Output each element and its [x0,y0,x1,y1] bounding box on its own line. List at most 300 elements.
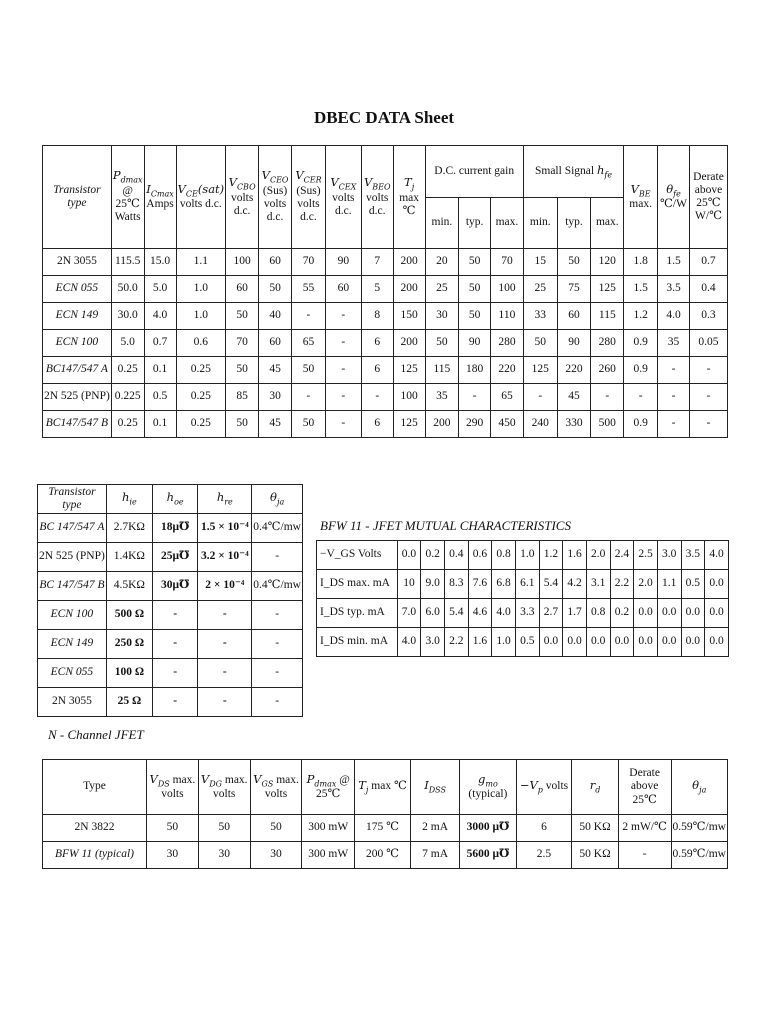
table-cell: 90 [459,330,491,357]
table-cell: 2.0 [634,570,658,599]
table-cell: 2.2 [610,570,634,599]
table-cell: 65 [491,384,524,411]
table-cell: 280 [591,330,624,357]
table-row [317,599,729,628]
table-cell: - [198,688,252,717]
transistor-name-cell: ECN 055 [38,659,107,688]
table-cell: 0.0 [634,599,658,628]
table-cell: - [658,384,690,411]
h-parameter-table [37,484,303,717]
table-cell: 0.5 [515,628,539,657]
table-cell: 3.2 × 10⁻⁴ [198,543,252,572]
table-cell: 0.25 [176,411,226,438]
header-hie: $h_{ie}$ [106,485,152,514]
header-hoe: $h_{oe}$ [152,485,197,514]
table-cell: 50 [226,411,259,438]
table-cell: 200 ℃ [355,842,411,869]
table-cell: 45 [557,384,591,411]
table-cell: 200 [393,330,425,357]
table-cell: 50 KΩ [572,815,618,842]
transistor-name-cell: ECN 149 [43,303,112,330]
table-row [43,330,728,357]
table-cell: 115 [591,303,624,330]
table-cell: 200 [393,249,425,276]
table-cell: 50 [250,815,302,842]
header-jfet-theta: $\theta_{ja}$ [671,760,728,815]
table-cell: 30 [425,303,459,330]
table-cell: 1.2 [539,541,563,570]
table-cell: 0.25 [176,357,226,384]
table-cell: 0.0 [681,628,705,657]
table-cell: 4.0 [705,541,729,570]
table-cell: 40 [259,303,292,330]
jfet-name-cell: BFW 11 (typical) [43,842,147,869]
header-dc-min: min. [425,198,459,249]
table-cell: 30μ℧ [152,572,197,601]
table-cell: - [523,384,557,411]
table-cell: - [152,601,197,630]
table-row [38,601,303,630]
table-cell: - [689,384,727,411]
table-row [38,659,303,688]
table-cell: 50 [226,357,259,384]
table-cell: 6 [361,330,393,357]
table-cell: 7.6 [468,570,492,599]
table-cell: 0.25 [111,411,144,438]
table-cell: 0.1 [144,411,176,438]
table-cell: - [198,630,252,659]
table-cell: - [689,411,727,438]
table-cell: 50 [292,357,326,384]
table-cell: 6 [516,815,572,842]
header-ss-max: max. [591,198,624,249]
n-channel-jfet-caption: N - Channel JFET [48,727,144,742]
table-cell: 6.0 [421,599,445,628]
table-cell: - [152,630,197,659]
table-row [43,357,728,384]
table-cell: 50 [147,815,199,842]
n-channel-jfet-body [43,815,728,869]
header-jfet-derate: Derate above 25℃ [618,760,671,815]
table-row [317,570,729,599]
header-hre: $h_{re}$ [198,485,252,514]
table-cell: - [325,303,361,330]
table-cell: 115 [425,357,459,384]
header-vbe: $V_{BE}$ max. [624,146,658,249]
table-cell: 0.4℃/mw [252,572,303,601]
table-cell: 50 [259,276,292,303]
transistor-name-cell: BC 147/547 B [38,572,107,601]
table-row [43,384,728,411]
table-cell: 90 [557,330,591,357]
table-cell: 100 Ω [106,659,152,688]
table-cell: 50 [425,330,459,357]
table-cell: 3000 μ℧ [460,815,517,842]
table-row [43,815,728,842]
table-cell: 33 [523,303,557,330]
header-derate: Derate above 25℃ W/℃ [689,146,727,249]
table-row [38,543,303,572]
header-idss: $I_{DSS}$ [411,760,460,815]
table-cell: 125 [393,411,425,438]
table-cell: - [252,659,303,688]
table-cell: 4.0 [397,628,421,657]
table-cell: 220 [557,357,591,384]
table-row [38,688,303,717]
table-cell: 100 [226,249,259,276]
table-cell: 5.0 [111,330,144,357]
header-vcer: $V_{CER}$ (Sus) volts d.c. [292,146,326,249]
table-cell: 0.7 [144,330,176,357]
table-cell: 50 KΩ [572,842,618,869]
transistor-name-cell: 2N 525 (PNP) [43,384,112,411]
table-row [43,842,728,869]
table-row [43,411,728,438]
table-cell: 25μ℧ [152,543,197,572]
table-row [317,628,729,657]
table-row [43,249,728,276]
table-cell: 0.6 [176,330,226,357]
table-cell: 25 [425,276,459,303]
header-icmax: $I_{Cmax}$ Amps [144,146,176,249]
table-cell: 100 [491,276,524,303]
table-cell: 175 ℃ [355,815,411,842]
table-cell: 8 [361,303,393,330]
table-cell: 1.4KΩ [106,543,152,572]
table-cell: - [252,543,303,572]
table-cell: 7 mA [411,842,460,869]
table-row [38,630,303,659]
table-cell: 30 [250,842,302,869]
table-cell: 240 [523,411,557,438]
table-cell: 7.0 [397,599,421,628]
header-vp: $-V_p$ volts [516,760,572,815]
table-cell: 45 [259,411,292,438]
header-h-transistor-type: Transistor type [38,485,107,514]
table-cell: 0.9 [624,411,658,438]
table-cell: 70 [226,330,259,357]
table-cell: 1.7 [563,599,587,628]
table-cell: - [658,411,690,438]
table-cell: 125 [591,276,624,303]
table-cell: 35 [425,384,459,411]
table-cell: 300 mW [302,842,355,869]
transistor-data-body [43,249,728,438]
table-cell: 0.9 [624,357,658,384]
table-cell: 60 [325,276,361,303]
transistor-name-cell: 2N 3055 [43,249,112,276]
table-cell: 7 [361,249,393,276]
h-parameter-body [38,514,303,717]
header-vds: $V_{DS}$ max. volts [147,760,199,815]
transistor-name-cell: ECN 149 [38,630,107,659]
jfet-mutual-caption: BFW 11 - JFET MUTUAL CHARACTERISTICS [320,518,571,533]
table-cell: 280 [491,330,524,357]
table-row [317,541,729,570]
table-cell: 0.4 [689,276,727,303]
table-cell: 100 [393,384,425,411]
table-cell: 4.0 [658,303,690,330]
table-cell: 260 [591,357,624,384]
table-row [43,276,728,303]
table-cell: 1.0 [176,276,226,303]
transistor-data-table [42,145,728,438]
table-cell: 500 Ω [106,601,152,630]
header-tj: $T_j$ max ℃ [393,146,425,249]
table-cell: 200 [393,276,425,303]
header-pdmax: $P_{dmax}$ @ 25℃ Watts [111,146,144,249]
table-row [43,303,728,330]
table-cell: 3.3 [515,599,539,628]
table-cell: 60 [557,303,591,330]
table-cell: 70 [491,249,524,276]
transistor-name-cell: BC147/547 B [43,411,112,438]
table-cell: 4.6 [468,599,492,628]
table-cell: 50 [557,249,591,276]
table-cell: 1.2 [624,303,658,330]
header-theta-ja: $\theta_{ja}$ [252,485,303,514]
row-label-cell: I_DS max. mA [317,570,398,599]
table-cell: 5600 μ℧ [460,842,517,869]
table-cell: 2 × 10⁻⁴ [198,572,252,601]
table-cell: 125 [523,357,557,384]
table-cell: - [618,842,671,869]
table-cell: - [658,357,690,384]
header-ss-typ: typ. [557,198,591,249]
table-cell: 50 [459,249,491,276]
table-cell: 0.8 [492,541,516,570]
table-cell: 0.5 [681,570,705,599]
table-cell: 290 [459,411,491,438]
table-cell: 120 [591,249,624,276]
header-vdg: $V_{DG}$ max. volts [198,760,250,815]
header-dc-max: max. [491,198,524,249]
table-cell: 5 [361,276,393,303]
table-cell: 70 [292,249,326,276]
transistor-name-cell: 2N 3055 [38,688,107,717]
header-vcbo: $V_{CBO}$ volts d.c. [226,146,259,249]
table-cell: 4.2 [563,570,587,599]
table-cell: 5.0 [144,276,176,303]
table-cell: 50.0 [111,276,144,303]
table-cell: 6 [361,357,393,384]
table-cell: 8.3 [444,570,468,599]
table-cell: 0.0 [610,628,634,657]
transistor-name-cell: BC147/547 A [43,357,112,384]
table-cell: 1.5 × 10⁻⁴ [198,514,252,543]
header-jfet-type: Type [43,760,147,815]
header-ss-min: min. [523,198,557,249]
table-cell: 50 [523,330,557,357]
jfet-mutual-body [317,541,729,657]
table-cell: 30 [259,384,292,411]
table-cell: 1.6 [563,541,587,570]
table-cell: 200 [425,411,459,438]
transistor-name-cell: ECN 100 [38,601,107,630]
table-cell: 0.25 [176,384,226,411]
table-cell: 4.0 [492,599,516,628]
table-cell: 1.1 [176,249,226,276]
table-cell: 3.5 [658,276,690,303]
table-cell: 2 mA [411,815,460,842]
table-cell: 180 [459,357,491,384]
table-cell: 0.2 [421,541,445,570]
row-label-cell: I_DS min. mA [317,628,398,657]
table-cell: - [152,659,197,688]
table-cell: 0.25 [111,357,144,384]
table-row [38,514,303,543]
transistor-name-cell: ECN 055 [43,276,112,303]
table-cell: 4.0 [144,303,176,330]
table-cell: 20 [425,249,459,276]
table-cell: 0.225 [111,384,144,411]
table-cell: 2.0 [586,541,610,570]
header-transistor-type: Transistor type [43,146,112,249]
transistor-name-cell: BC 147/547 A [38,514,107,543]
table-cell: 55 [292,276,326,303]
table-cell: 1.6 [468,628,492,657]
header-jfet-pdmax: $P_{dmax}$ @ 25℃ [302,760,355,815]
table-cell: 65 [292,330,326,357]
table-cell: 35 [658,330,690,357]
table-cell: 0.0 [563,628,587,657]
header-vgs: $V_{GS}$ max. volts [250,760,302,815]
table-cell: 3.5 [681,541,705,570]
table-cell: 25 [523,276,557,303]
table-cell: 0.0 [657,628,681,657]
table-cell: 2.5 [634,541,658,570]
table-cell: 125 [393,357,425,384]
table-cell: 30 [147,842,199,869]
header-gmo: $g_{mo}$ (typical) [460,760,517,815]
table-cell: 2.7KΩ [106,514,152,543]
table-cell: 1.5 [624,276,658,303]
table-cell: 2.4 [610,541,634,570]
table-cell: 6.1 [515,570,539,599]
table-cell: 4.5KΩ [106,572,152,601]
table-cell: 45 [259,357,292,384]
table-cell: 0.7 [689,249,727,276]
table-cell: 1.8 [624,249,658,276]
table-cell: 2.2 [444,628,468,657]
table-cell: - [292,384,326,411]
table-cell: - [325,357,361,384]
table-cell: 150 [393,303,425,330]
table-cell: 0.59℃/mw [671,815,728,842]
table-cell: - [689,357,727,384]
table-cell: - [292,303,326,330]
table-cell: 0.0 [705,628,729,657]
table-cell: - [325,411,361,438]
table-cell: 5.4 [444,599,468,628]
table-cell: 15.0 [144,249,176,276]
table-cell: 0.59℃/mw [671,842,728,869]
row-label-cell: I_DS typ. mA [317,599,398,628]
table-cell: - [252,688,303,717]
table-cell: 500 [591,411,624,438]
table-cell: - [252,601,303,630]
table-cell: 60 [259,249,292,276]
table-cell: 330 [557,411,591,438]
table-cell: 0.0 [657,599,681,628]
jfet-mutual-table [316,540,729,657]
table-cell: 450 [491,411,524,438]
table-cell: 0.8 [586,599,610,628]
table-cell: 50 [198,815,250,842]
table-cell: 0.6 [468,541,492,570]
table-cell: 3.0 [657,541,681,570]
table-cell: - [325,384,361,411]
table-cell: 9.0 [421,570,445,599]
transistor-name-cell: 2N 525 (PNP) [38,543,107,572]
table-cell: 30 [198,842,250,869]
header-vceo: $V_{CEO}$ (Sus) volts d.c. [259,146,292,249]
table-cell: 18μ℧ [152,514,197,543]
table-cell: 0.0 [705,599,729,628]
n-channel-jfet-table [42,759,728,869]
table-cell: 6.8 [492,570,516,599]
table-cell: 0.0 [705,570,729,599]
table-cell: 0.4 [444,541,468,570]
table-cell: - [198,601,252,630]
table-cell: - [152,688,197,717]
table-cell: 0.0 [681,599,705,628]
table-cell: 25 Ω [106,688,152,717]
table-cell: 250 Ω [106,630,152,659]
table-cell: 0.0 [586,628,610,657]
header-vcex: $V_{CEX}$ volts d.c. [325,146,361,249]
table-cell: 0.5 [144,384,176,411]
table-cell: 15 [523,249,557,276]
table-cell: 5.4 [539,570,563,599]
table-cell: - [252,630,303,659]
table-cell: - [591,384,624,411]
page-title: DBEC DATA Sheet [313,108,455,127]
table-cell: 6 [361,411,393,438]
table-cell: 0.2 [610,599,634,628]
table-cell: 0.1 [144,357,176,384]
table-cell: 3.1 [586,570,610,599]
table-cell: 60 [226,276,259,303]
table-cell: 300 mW [302,815,355,842]
table-cell: 30.0 [111,303,144,330]
table-cell: 0.0 [634,628,658,657]
row-label-cell: −V_GS Volts [317,541,398,570]
table-cell: 50 [292,411,326,438]
table-cell: - [624,384,658,411]
table-cell: 220 [491,357,524,384]
table-cell: - [325,330,361,357]
table-cell: - [459,384,491,411]
table-cell: 0.05 [689,330,727,357]
header-dc-gain: D.C. current gain [425,146,523,198]
header-rd: $r_d$ [572,760,618,815]
table-cell: 0.0 [397,541,421,570]
table-cell: 0.9 [624,330,658,357]
table-cell: 3.0 [421,628,445,657]
header-dc-typ: typ. [459,198,491,249]
table-cell: 1.0 [515,541,539,570]
table-cell: 1.5 [658,249,690,276]
header-small-signal: Small Signal $h_{fe}$ [523,146,623,198]
table-cell: - [361,384,393,411]
table-cell: 2 mW/℃ [618,815,671,842]
table-cell: 85 [226,384,259,411]
table-cell: 75 [557,276,591,303]
table-row [38,572,303,601]
table-cell: 1.0 [176,303,226,330]
table-cell: 0.0 [539,628,563,657]
